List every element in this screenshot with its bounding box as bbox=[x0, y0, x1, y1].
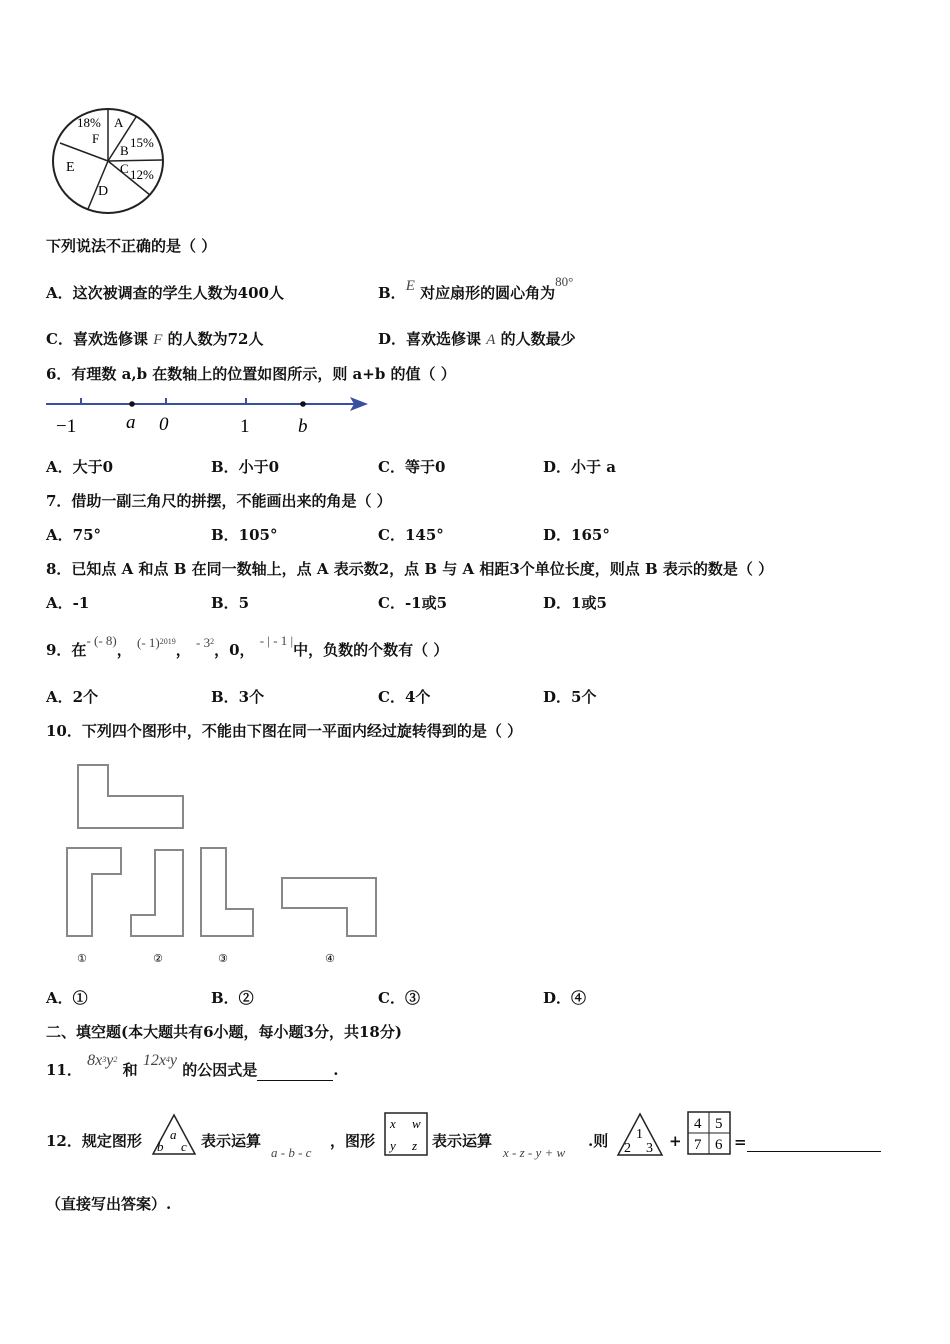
q9-option-d: D．5个 bbox=[543, 688, 597, 706]
q6-option-a: A．大于0 bbox=[46, 458, 114, 476]
axis-label-0: 0 bbox=[159, 414, 169, 435]
q10-stem: 10．下列四个图形中，不能由下图在同一平面内经过旋转得到的是（ ） bbox=[46, 722, 523, 740]
q5-option-d: D．喜欢选修课 A 的人数最少 bbox=[378, 330, 576, 348]
q9-stem: 9．在- (- 8)， (- 1)$^{2019}$， - $3^2$，0， - | - 1 |中，负数的个数有（ ） bbox=[46, 633, 449, 659]
q9-option-c: C．4个 bbox=[378, 688, 431, 706]
q11-stem: 11． $8x^3y^2$ 和 $12x^4y$ 的公因式是 . bbox=[46, 1052, 339, 1079]
q6-option-b: B．小于0 bbox=[211, 458, 280, 476]
pie-label-e: E bbox=[66, 160, 75, 175]
q12-mid3: 表示运算 bbox=[432, 1132, 493, 1150]
q12-op2: x - z - y + w bbox=[503, 1145, 566, 1160]
box-value-icon bbox=[687, 1111, 731, 1155]
q6-stem: 6．有理数 a,b 在数轴上的位置如图所示，则 a+b 的值（ ） bbox=[46, 365, 456, 383]
pie-label-c: C bbox=[120, 161, 129, 176]
rotation-shapes-figure bbox=[60, 758, 390, 973]
q12-plus: + bbox=[669, 1132, 682, 1150]
q10-option-a: A．① bbox=[46, 989, 88, 1007]
q5-option-a: A．这次被调查的学生人数为400人 bbox=[46, 284, 284, 302]
axis-label-minus1: −1 bbox=[56, 416, 77, 437]
q12-mid2: ，图形 bbox=[330, 1132, 376, 1150]
pie-label-pct-c: 12% bbox=[130, 167, 154, 182]
axis-label-b: b bbox=[298, 416, 308, 437]
q8-option-c: C．-1或5 bbox=[378, 594, 448, 612]
q11-answer-blank[interactable] bbox=[257, 1060, 333, 1081]
q9-option-b: B．3个 bbox=[211, 688, 265, 706]
triangle-operator-icon bbox=[151, 1113, 197, 1157]
pie-chart-figure bbox=[50, 105, 168, 217]
q8-option-d: D．1或5 bbox=[543, 594, 607, 612]
q5-stem: 下列说法不正确的是（ ） bbox=[46, 237, 217, 255]
pie-label-d: D bbox=[98, 184, 109, 199]
pie-label-f: F bbox=[92, 131, 100, 146]
axis-label-a: a bbox=[126, 412, 136, 433]
svg-text:1: 1 bbox=[636, 1127, 643, 1142]
q12-answer-blank[interactable] bbox=[747, 1131, 881, 1152]
svg-text:w: w bbox=[412, 1116, 421, 1131]
svg-text:b: b bbox=[157, 1139, 164, 1154]
shape-label-1: ① bbox=[77, 952, 87, 965]
q5-option-c: C．喜欢选修课 F 的人数为72人 bbox=[46, 330, 264, 348]
q12-mid1: 表示运算 bbox=[201, 1132, 262, 1150]
q6-option-c: C．等于0 bbox=[378, 458, 446, 476]
svg-text:6: 6 bbox=[715, 1137, 723, 1153]
q9-option-a: A．2个 bbox=[46, 688, 99, 706]
svg-text:c: c bbox=[181, 1139, 187, 1154]
svg-text:2: 2 bbox=[624, 1141, 631, 1156]
shape-label-2: ② bbox=[153, 952, 163, 965]
pie-label-a: A bbox=[114, 115, 124, 130]
q10-option-b: B．② bbox=[211, 989, 254, 1007]
pie-label-b: B bbox=[120, 143, 129, 158]
svg-text:y: y bbox=[390, 1138, 396, 1153]
svg-text:5: 5 bbox=[715, 1116, 723, 1132]
section-2-heading: 二、填空题(本大题共有6小题，每小题3分，共18分) bbox=[46, 1023, 402, 1041]
q5-option-b: B．E 对应扇形的圆心角为80° bbox=[378, 274, 574, 302]
q7-option-d: D．165° bbox=[543, 526, 610, 544]
triangle-value-icon bbox=[616, 1112, 664, 1158]
q12-equals: = bbox=[734, 1131, 881, 1152]
q12-then: .则 bbox=[588, 1132, 609, 1150]
pie-label-pct-f: 18% bbox=[77, 115, 101, 130]
q12-prefix: 12．规定图形 bbox=[46, 1132, 142, 1150]
q8-option-a: A．-1 bbox=[46, 594, 90, 612]
q7-option-b: B．105° bbox=[211, 526, 278, 544]
number-line-figure bbox=[46, 392, 376, 440]
pie-label-pct-b: 15% bbox=[130, 135, 154, 150]
q10-option-c: C．③ bbox=[378, 989, 420, 1007]
svg-text:3: 3 bbox=[646, 1141, 653, 1156]
svg-text:7: 7 bbox=[694, 1137, 702, 1153]
shape-label-4: ④ bbox=[325, 952, 335, 965]
axis-label-1: 1 bbox=[240, 416, 250, 437]
q12-note: （直接写出答案）. bbox=[46, 1195, 172, 1213]
svg-text:z: z bbox=[412, 1138, 418, 1153]
box-operator-icon bbox=[384, 1112, 428, 1156]
q7-option-c: C．145° bbox=[378, 526, 444, 544]
q8-stem: 8．已知点 A 和点 B 在同一数轴上，点 A 表示数2，点 B 与 A 相距3个单位长度，则点 B 表示的数是（ ） bbox=[46, 560, 774, 578]
shape-label-3: ③ bbox=[218, 952, 228, 965]
svg-text:4: 4 bbox=[694, 1116, 702, 1132]
q12-op1: a - b - c bbox=[271, 1145, 312, 1160]
q7-option-a: A．75° bbox=[46, 526, 102, 544]
svg-text:x: x bbox=[390, 1116, 396, 1131]
q7-stem: 7．借助一副三角尺的拼摆，不能画出来的角是（ ） bbox=[46, 492, 392, 510]
q8-option-b: B．5 bbox=[211, 594, 250, 612]
svg-text:a: a bbox=[170, 1127, 177, 1142]
q6-option-d: D．小于 a bbox=[543, 458, 616, 476]
q10-option-d: D．④ bbox=[543, 989, 587, 1007]
